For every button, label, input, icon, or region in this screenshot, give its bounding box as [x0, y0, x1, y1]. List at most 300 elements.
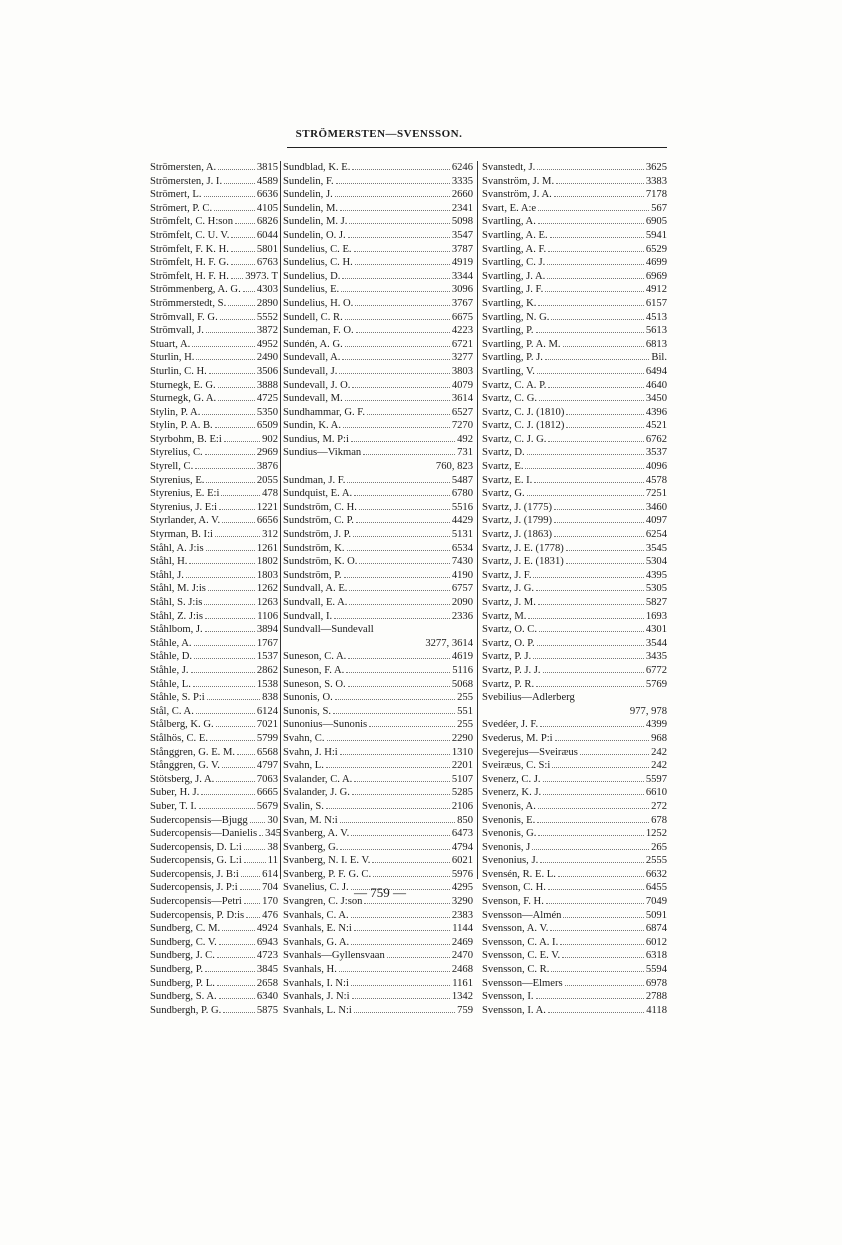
dot-leader: [345, 338, 450, 347]
entry-number: 4919: [451, 257, 473, 269]
entry-number: 2469: [451, 936, 473, 948]
index-entry: [150, 582, 278, 596]
entry-name: Svenonis, G.: [482, 828, 537, 840]
entry-number: 2470: [451, 950, 473, 962]
index-entry: [482, 705, 667, 719]
index-entry: [283, 297, 473, 311]
index-entry: [283, 406, 473, 420]
entry-name: Svanstedt, J.: [482, 162, 536, 173]
entry-name: Sundelin, M. J.: [283, 216, 348, 228]
index-entry: [482, 623, 667, 637]
dot-leader: [354, 773, 450, 782]
index-entry: [482, 419, 667, 433]
index-entry: [482, 936, 667, 950]
entry-number: 759: [457, 1004, 473, 1016]
entry-name: Svanhals, J. N:i: [283, 991, 350, 1003]
index-entry: [482, 433, 667, 447]
entry-number: 5594: [645, 964, 667, 976]
entry-name: Svebilius—Adlerberg: [482, 692, 575, 704]
entry-number: 3894: [256, 624, 278, 636]
entry-name: Svensson—Elmers: [482, 977, 563, 989]
index-entry: [150, 650, 278, 664]
index-entry: [283, 202, 473, 216]
entry-number: 2658: [256, 977, 278, 989]
dot-leader: [540, 854, 644, 863]
entry-name: Svensson, C. R.: [482, 964, 550, 976]
entry-name: Svartz, C. J. (1810): [482, 406, 565, 418]
index-entry: [482, 637, 667, 651]
entry-number: 6021: [451, 855, 473, 867]
entry-name: Svegerejus—Sveiræus: [482, 746, 578, 758]
dot-leader: [538, 215, 644, 224]
entry-name: Styrbohm, B. E:i: [150, 433, 222, 445]
index-entry: [150, 841, 278, 855]
index-entry: [482, 718, 667, 732]
entry-number: 4578: [645, 474, 667, 486]
dot-leader: [550, 922, 643, 931]
dot-leader: [548, 379, 643, 388]
index-entry: [283, 474, 473, 488]
header-rule: [287, 147, 667, 148]
entry-name: Svartz, C. J. (1812): [482, 420, 565, 432]
dot-leader: [538, 596, 644, 605]
entry-name: Svanhals, E. N:i: [283, 923, 352, 935]
entry-number: 4725: [256, 393, 278, 405]
dot-leader: [532, 841, 649, 850]
entry-name: Svartz, E. I.: [482, 474, 533, 486]
dot-leader: [219, 501, 255, 510]
index-entry: [283, 161, 473, 175]
entry-number: 3335: [451, 175, 473, 187]
entry-name: Stål, C. A.: [150, 705, 194, 717]
index-entry: [482, 650, 667, 664]
entry-number: 1537: [256, 651, 278, 663]
entry-number: 5131: [451, 529, 473, 541]
dot-leader: [335, 691, 455, 700]
dot-leader: [342, 270, 449, 279]
entry-name: Sundberg, P.: [150, 964, 204, 976]
entry-number: 2290: [451, 732, 473, 744]
index-entry: [482, 446, 667, 460]
index-entry: [150, 256, 278, 270]
dot-leader: [345, 392, 450, 401]
dot-leader: [349, 582, 449, 591]
column-1: [150, 161, 281, 1017]
index-entry: [482, 990, 667, 1004]
entry-number: 6494: [645, 365, 667, 377]
index-entry: [482, 800, 667, 814]
index-entry: [482, 406, 667, 420]
dot-leader: [221, 487, 260, 496]
entry-number: 6568: [256, 746, 278, 758]
index-entry: [482, 814, 667, 828]
entry-name: Sundeman, F. O.: [283, 325, 354, 337]
index-entry: [482, 881, 667, 895]
entry-number: 4301: [645, 624, 667, 636]
entry-number: 678: [651, 814, 667, 826]
entry-name: Svalin, S.: [283, 800, 324, 812]
dot-leader: [205, 446, 255, 455]
index-entry: [150, 922, 278, 936]
entry-name: Ståhle, J.: [150, 664, 189, 676]
index-entry: [150, 243, 278, 257]
entry-number: 6813: [645, 338, 667, 350]
entry-name: Ståhle, L.: [150, 678, 191, 690]
index-entry: [482, 963, 667, 977]
index-entry: [283, 650, 473, 664]
dot-leader: [244, 895, 260, 904]
dot-leader: [566, 542, 644, 551]
entry-number: 902: [262, 433, 278, 445]
index-entry: [150, 800, 278, 814]
index-entry: [283, 283, 473, 297]
dot-leader: [326, 800, 450, 809]
entry-number: 4303: [256, 284, 278, 296]
entry-name: Sundevall, M.: [283, 393, 343, 405]
entry-number: 5679: [256, 800, 278, 812]
index-entry: [283, 569, 473, 583]
entry-name: Sundius, M. P:i: [283, 433, 349, 445]
entry-name: Svartz, J. M.: [482, 597, 536, 608]
entry-number: 5801: [256, 243, 278, 255]
index-entry: [482, 460, 667, 474]
index-entry: [283, 909, 473, 923]
entry-number: 1106: [257, 610, 278, 622]
entry-name: Sundström, C. H.: [283, 501, 357, 513]
dot-leader: [545, 283, 644, 292]
index-entry: [150, 202, 278, 216]
index-entry: [150, 786, 278, 800]
entry-number: 4190: [451, 569, 473, 581]
entry-number: 6157: [645, 297, 667, 309]
index-entry: [482, 895, 667, 909]
entry-name: Svartling, C. J.: [482, 257, 546, 269]
entry-name: Svartz, E.: [482, 461, 524, 473]
entry-number: 2969: [256, 447, 278, 459]
entry-name: Svartz, P. J. J.: [482, 664, 541, 676]
index-entry: [283, 732, 473, 746]
dot-leader: [352, 379, 449, 388]
index-entry: [283, 936, 473, 950]
index-entry: [150, 759, 278, 773]
index-entry: [283, 365, 473, 379]
dot-leader: [237, 746, 255, 755]
entry-number: 838: [262, 692, 278, 704]
dot-leader: [218, 392, 255, 401]
index-entry: [482, 311, 667, 325]
index-entry: [150, 990, 278, 1004]
entry-name: Svenerz, K. J.: [482, 787, 542, 799]
entry-number: 5799: [256, 732, 278, 744]
entry-number: 3815: [256, 162, 278, 173]
dot-leader: [527, 487, 644, 496]
index-entry: [283, 759, 473, 773]
entry-number: 977, 978: [629, 705, 667, 717]
index-entry: [283, 555, 473, 569]
entry-name: Stylin, P. A. B.: [150, 420, 213, 432]
dot-leader: [352, 786, 450, 795]
entry-name: Sundman, J. F.: [283, 474, 346, 486]
entry-number: 3537: [645, 447, 667, 459]
entry-number: 5098: [451, 216, 473, 228]
page-number: — 759 —: [354, 885, 406, 900]
entry-number: 4096: [645, 461, 667, 473]
entry-name: Svederus, M. P:i: [482, 732, 553, 744]
entry-name: Sunonis, S.: [283, 705, 331, 717]
dot-leader: [527, 446, 644, 455]
dot-leader: [554, 528, 644, 537]
entry-number: 2336: [451, 610, 473, 622]
entry-number: 1252: [645, 828, 667, 840]
entry-number: 5769: [645, 678, 667, 690]
index-entry: [482, 474, 667, 488]
entry-name: Stylin, P. A.: [150, 406, 201, 418]
entry-name: Svartling, V.: [482, 365, 535, 377]
dot-leader: [336, 175, 450, 184]
entry-number: 6124: [256, 705, 278, 717]
dot-leader: [351, 977, 450, 986]
dot-leader: [348, 678, 450, 687]
index-entry: [283, 514, 473, 528]
entry-name: Sundelin, J.: [283, 189, 333, 201]
index-entry: [150, 297, 278, 311]
index-entry: [150, 881, 278, 895]
entry-number: 4097: [645, 515, 667, 527]
dot-leader: [347, 474, 449, 483]
index-entry: [150, 854, 278, 868]
entry-name: Sundström, P.: [283, 569, 342, 581]
dot-leader: [222, 922, 255, 931]
index-entry: [283, 977, 473, 991]
dot-leader: [224, 433, 260, 442]
entry-name: Sudercopensis, J. B:i: [150, 868, 239, 880]
entry-number: 4723: [256, 950, 278, 962]
entry-name: Sundvall, I.: [283, 610, 333, 622]
dot-leader: [354, 243, 450, 252]
entry-name: Sundvall, A. E.: [283, 583, 348, 595]
entry-name: Sturnegk, E. G.: [150, 379, 216, 391]
index-entry: [283, 433, 473, 447]
index-entry: [482, 338, 667, 352]
index-entry: [150, 175, 278, 189]
index-entry: [150, 868, 278, 882]
index-entry: [150, 161, 278, 175]
index-entry: [482, 759, 667, 773]
entry-name: Svartz, J. G.: [482, 583, 535, 595]
index-entry: [482, 854, 667, 868]
dot-leader: [342, 351, 449, 360]
dot-leader: [552, 759, 649, 768]
dot-leader: [551, 311, 643, 320]
dot-leader: [231, 229, 254, 238]
dot-leader: [344, 569, 450, 578]
entry-name: Svenonis, E.: [482, 814, 536, 826]
entry-name: Svartz, O. P.: [482, 637, 535, 649]
dot-leader: [235, 215, 255, 224]
entry-name: Sundström, J. P.: [283, 529, 351, 541]
index-entry: [482, 256, 667, 270]
entry-number: 1263: [256, 597, 278, 608]
dot-leader: [205, 963, 255, 972]
index-entry: [150, 637, 278, 651]
index-entry: [482, 229, 667, 243]
dot-leader: [231, 256, 255, 265]
dot-leader: [372, 854, 449, 863]
entry-name: Svensson, I. A.: [482, 1004, 546, 1016]
dot-leader: [548, 243, 644, 252]
entry-name: Svartling, A.: [482, 216, 536, 228]
dot-leader: [195, 460, 255, 469]
dot-leader: [558, 868, 644, 877]
entry-name: Suber, H. J.: [150, 787, 200, 799]
index-entry: [482, 188, 667, 202]
entry-number: 2490: [256, 352, 278, 364]
dot-leader: [219, 990, 255, 999]
dot-leader: [565, 977, 644, 986]
dot-leader: [207, 691, 260, 700]
entry-name: Ståhl, A. J:is: [150, 542, 204, 554]
entry-number: 6978: [645, 977, 667, 989]
entry-name: Strömfelt, H. F. H.: [150, 270, 229, 282]
entry-number: 3803: [451, 365, 473, 377]
entry-name: Sundberg, S. A.: [150, 991, 217, 1003]
entry-name: Svanberg, N. I. E. V.: [283, 855, 371, 867]
entry-name: Strömert, P. C.: [150, 202, 213, 214]
index-entry: [150, 814, 278, 828]
entry-name: Stötsberg, J. A.: [150, 773, 215, 785]
entry-number: 3787: [451, 243, 473, 255]
entry-name: Stånggren, G. E. M.: [150, 746, 236, 758]
entry-name: Sundberg, C. V.: [150, 936, 217, 948]
entry-number: 5285: [451, 787, 473, 799]
dot-leader: [355, 297, 449, 306]
entry-name: Svanelius, C. J.: [283, 882, 349, 894]
entry-name: Svartz, J. (1775): [482, 501, 553, 513]
index-entry: [482, 678, 667, 692]
entry-name: Sturnegk, G. A.: [150, 393, 217, 405]
entry-number: 1221: [256, 501, 278, 513]
entry-number: 6874: [645, 923, 667, 935]
index-entry: [482, 582, 667, 596]
entry-name: Styrell, C.: [150, 461, 194, 473]
index-entry: [283, 379, 473, 393]
dot-leader: [536, 990, 644, 999]
dot-leader: [209, 365, 255, 374]
entry-number: 1262: [256, 583, 278, 595]
entry-name: Svartling, A. E.: [482, 229, 548, 241]
entry-number: 3383: [645, 175, 667, 187]
entry-name: Sundvall—Sundevall: [283, 624, 374, 636]
dot-leader: [243, 283, 255, 292]
entry-number: 5516: [451, 501, 473, 513]
entry-number: 2383: [451, 909, 473, 921]
index-entry: [482, 569, 667, 583]
entry-number: 6012: [645, 936, 667, 948]
entry-number: 6636: [256, 189, 278, 201]
entry-number: 38: [267, 841, 278, 853]
index-entry: [482, 379, 667, 393]
dot-leader: [351, 936, 450, 945]
dot-leader: [554, 501, 644, 510]
entry-name: Strömmerstedt, S.: [150, 297, 227, 309]
entry-name: Sundberg, J. C.: [150, 950, 215, 962]
index-entry: [150, 501, 278, 515]
dot-leader: [339, 365, 449, 374]
index-entry: [150, 623, 278, 637]
entry-number: 5597: [645, 773, 667, 785]
index-entry: [283, 786, 473, 800]
dot-leader: [550, 229, 644, 238]
entry-number: 3290: [451, 896, 473, 908]
entry-number: 6780: [451, 488, 473, 500]
index-entry: [283, 1004, 473, 1018]
entry-name: Sundhammar, G. F.: [283, 406, 366, 418]
entry-name: Svartling, P.: [482, 325, 534, 337]
entry-name: Styrelius, C.: [150, 447, 203, 459]
dot-leader: [353, 528, 450, 537]
entry-name: Sundin, K. A.: [283, 420, 341, 432]
entry-number: 4429: [451, 515, 473, 527]
entry-name: Svanström, J. A.: [482, 189, 552, 201]
entry-number: 4399: [645, 719, 667, 731]
entry-number: 5304: [645, 556, 667, 568]
entry-number: 265: [651, 841, 667, 853]
column-divider-2: [477, 161, 478, 879]
dot-leader: [546, 895, 644, 904]
entry-name: Svahn, L.: [283, 760, 324, 772]
index-entry: [150, 909, 278, 923]
dot-leader: [548, 881, 644, 890]
dot-leader: [223, 1004, 254, 1013]
entry-number: 1767: [256, 637, 278, 649]
entry-name: Svartz, C. A. P.: [482, 379, 547, 391]
index-entry: [150, 270, 278, 284]
entry-number: 1161: [452, 977, 473, 989]
dot-leader: [347, 542, 450, 551]
index-entry: [283, 746, 473, 760]
page-header: STRÖMERSTEN—SVENSSON.: [295, 128, 463, 140]
index-entry: [482, 175, 667, 189]
dot-leader: [335, 188, 450, 197]
dot-leader: [206, 474, 254, 483]
entry-number: 7430: [451, 556, 473, 568]
index-entry: [482, 215, 667, 229]
entry-name: Suneson, S. O.: [283, 678, 346, 690]
entry-number: 2201: [451, 760, 473, 772]
index-entry: [150, 555, 278, 569]
entry-number: 3545: [645, 542, 667, 554]
entry-name: Sundblad, K. E.: [283, 162, 351, 173]
entry-name: Stålhös, C. E.: [150, 732, 208, 744]
entry-name: Strömvall, F. G.: [150, 311, 218, 323]
entry-number: 6757: [451, 583, 473, 595]
dot-leader: [220, 311, 255, 320]
entry-name: Svangren, C. J:son: [283, 896, 363, 908]
index-entry: [283, 229, 473, 243]
index-entry: [150, 718, 278, 732]
entry-name: Sudercopensis, J. P:i: [150, 882, 238, 894]
entry-name: Sudercopensis—Petri: [150, 896, 242, 908]
index-entry: [283, 528, 473, 542]
entry-number: 1342: [451, 991, 473, 1003]
entry-name: Sundberg, C. M.: [150, 923, 221, 935]
index-entry: [283, 868, 473, 882]
entry-name: Svalander, J. G.: [283, 787, 350, 799]
entry-number: 5068: [451, 678, 473, 690]
dot-leader: [346, 664, 450, 673]
entry-name: Svensson, A. V.: [482, 923, 549, 935]
index-entry: [150, 338, 278, 352]
